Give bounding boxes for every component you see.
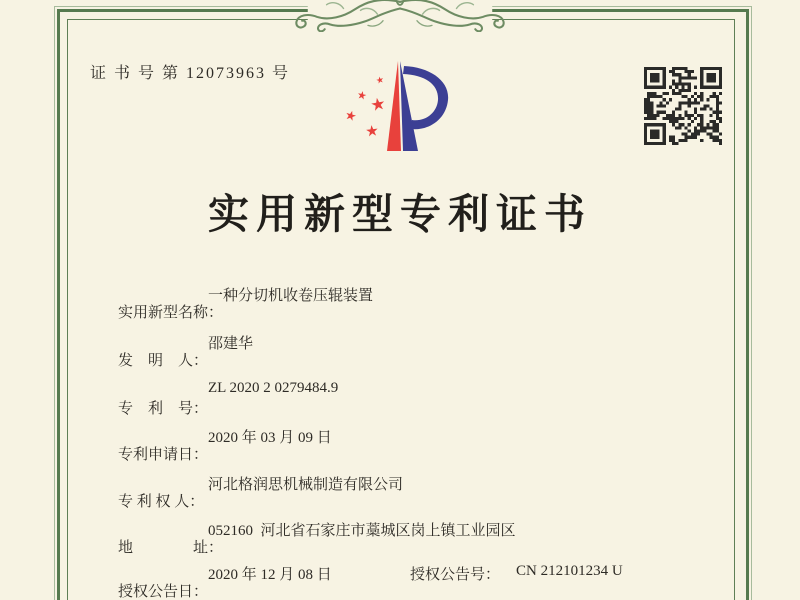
field-value: 河北格润思机械制造有限公司 [208,477,404,493]
cnipa-patent-logo-icon [338,52,470,164]
field-value: 2020 年 03 月 09 日 [208,430,332,446]
field-value: 邵建华 [208,336,254,352]
field-row-name [103,284,374,321]
field-label: 地 址： [118,540,224,556]
floral-flourish-icon [278,0,522,32]
field-label: 授权公告号： [410,567,501,583]
svg-text:★: ★ [368,93,388,117]
field-row-filing-date [103,426,332,463]
field-row-grant [103,563,623,600]
field-label: 专利申请日： [118,447,209,463]
field-value: 2020 年 12 月 08 日 [208,567,332,583]
qr-code [644,66,722,146]
field-row-patent-number [103,380,339,417]
field-row-patentee [103,473,404,510]
certificate-title: 实用新型专利证书 [208,191,592,237]
field-label: 授权公告日： [118,584,209,600]
logo-red-wedge [387,61,401,151]
field-label: 发 明 人： [118,353,209,369]
svg-text:★: ★ [342,107,359,126]
field-row-inventor [103,332,254,369]
logo-stars [343,75,388,141]
svg-text:★: ★ [355,88,369,103]
field-value: 一种分切机收卷压辊装置 [208,288,374,304]
field-label: 专 利 号： [118,401,209,417]
field-label: 专 利 权 人： [118,494,205,510]
field-value: 052160 河北省石家庄市藁城区岗上镇工业园区 [208,523,516,539]
field-row-address [103,519,516,556]
field-value: ZL 2020 2 0279484.9 [208,380,339,396]
svg-text:★: ★ [364,121,380,141]
field-label: 实用新型名称： [118,305,224,321]
svg-text:★: ★ [375,75,386,87]
field-value: CN 212101234 U [516,563,623,579]
certificate-number: 证 书 号 第 12073963 号 [90,65,291,82]
